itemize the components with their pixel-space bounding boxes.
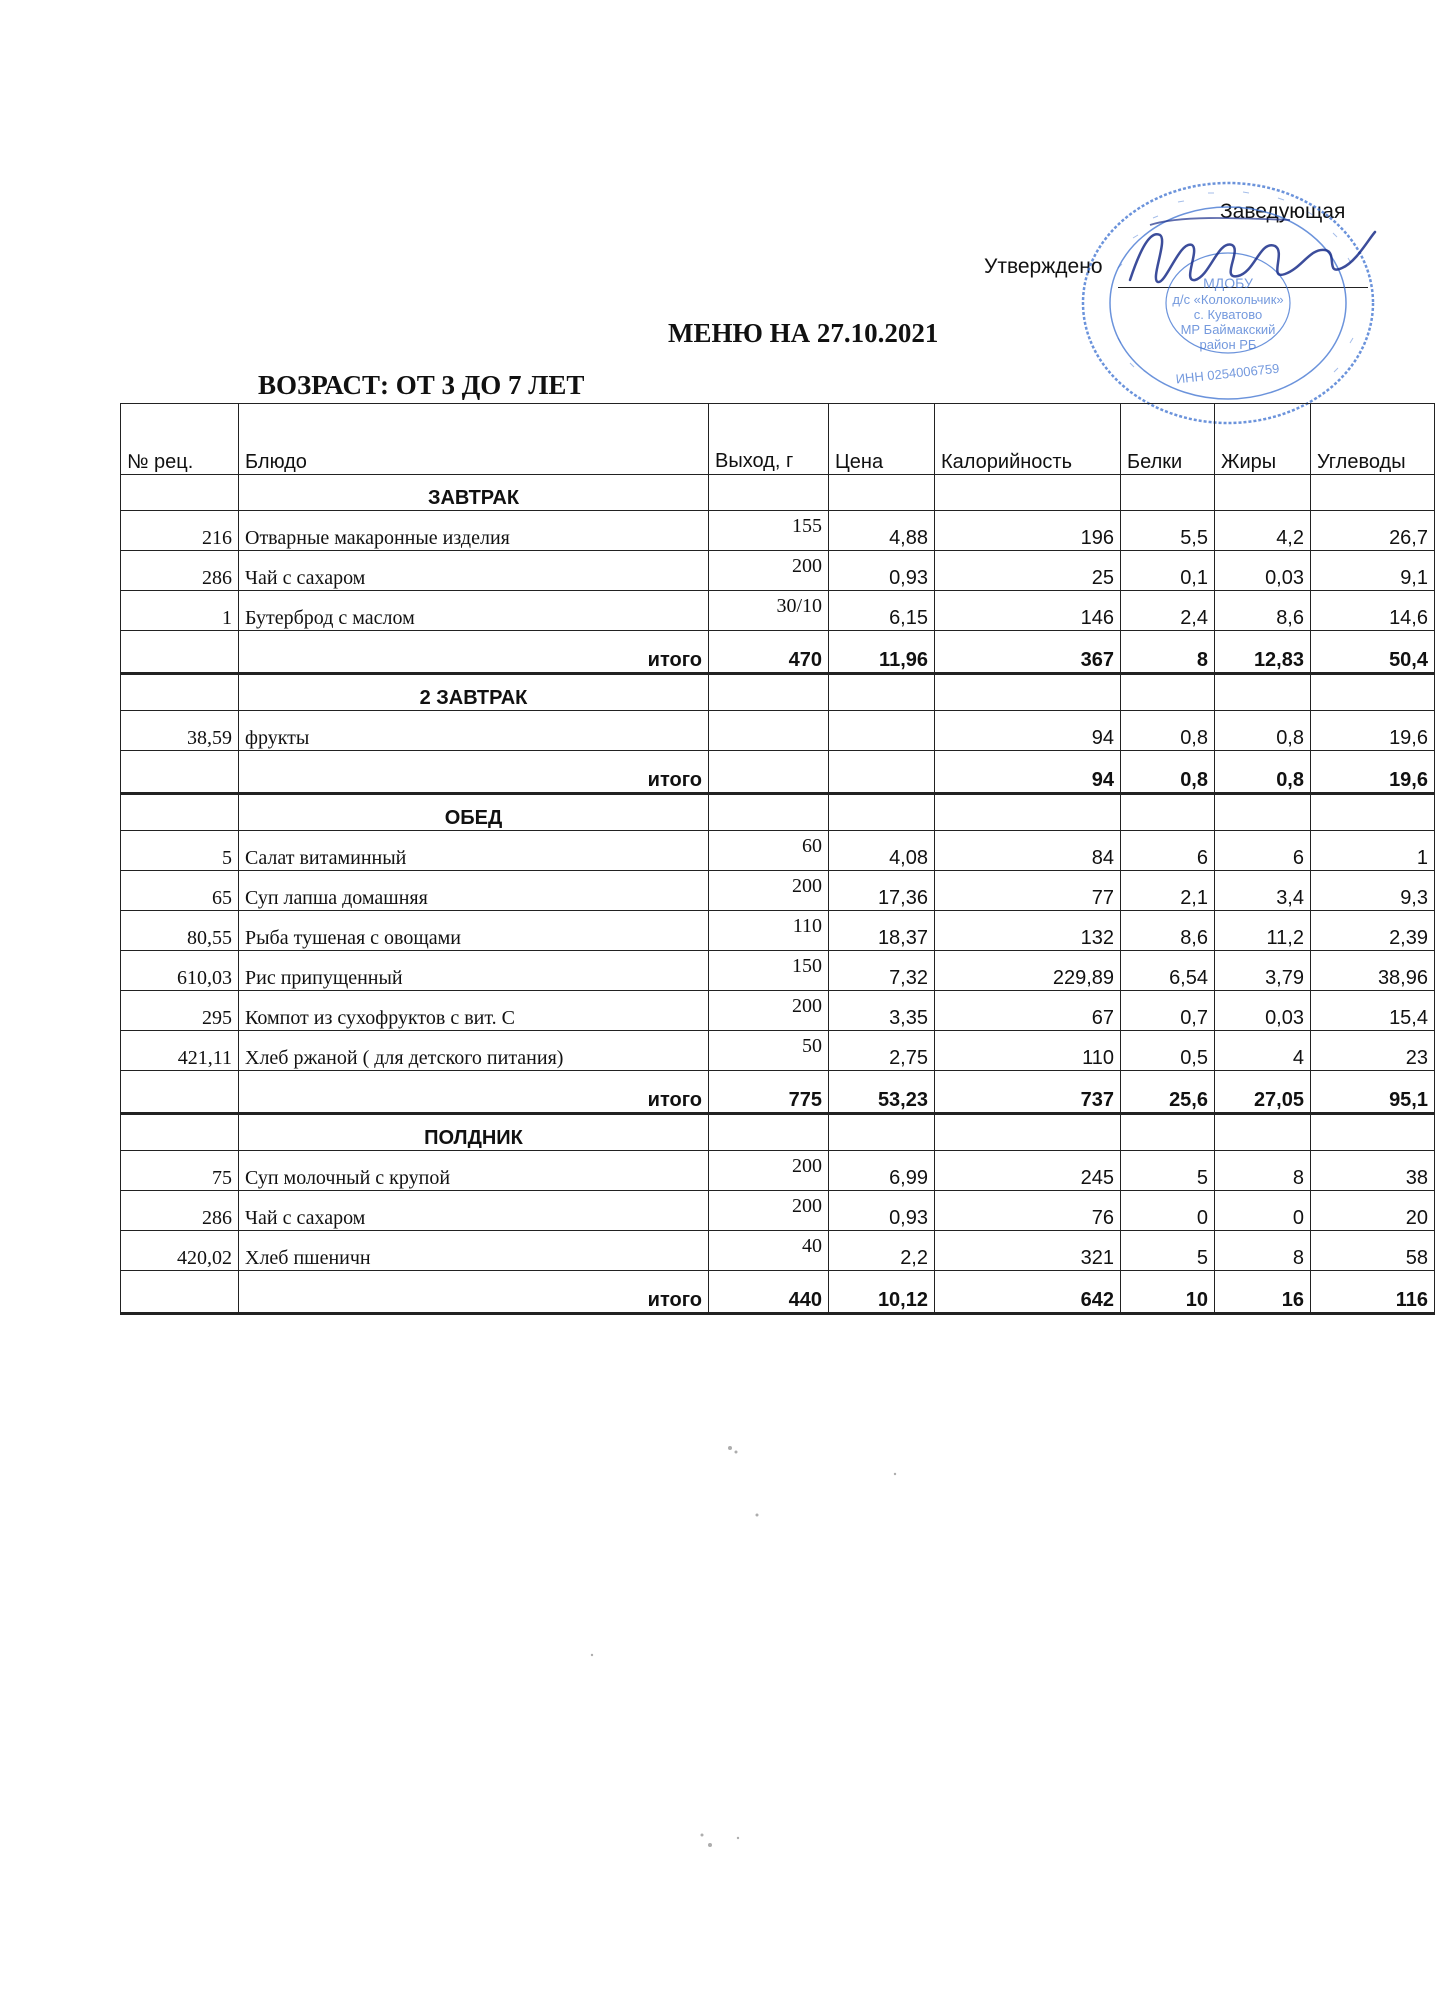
total-proteins: 10 [1121, 1271, 1215, 1314]
dish-name: Чай с сахаром [239, 551, 709, 591]
empty-cell [121, 751, 239, 794]
total-price [829, 751, 935, 794]
empty-cell [935, 794, 1121, 831]
yield-value: 150 [709, 951, 829, 991]
total-label: итого [239, 751, 709, 794]
calories-value: 67 [935, 991, 1121, 1031]
fats-value: 3,79 [1215, 951, 1311, 991]
empty-cell [709, 475, 829, 511]
calories-value: 84 [935, 831, 1121, 871]
proteins-value: 5,5 [1121, 511, 1215, 551]
total-proteins: 8 [1121, 631, 1215, 674]
yield-value: 60 [709, 831, 829, 871]
table-row [121, 1031, 1435, 1071]
svg-text:район РБ: район РБ [1199, 337, 1257, 352]
table-header-row [121, 404, 1435, 475]
empty-cell [1215, 475, 1311, 511]
total-fats: 12,83 [1215, 631, 1311, 674]
section-row [121, 1114, 1435, 1151]
yield-value: 30/10 [709, 591, 829, 631]
price-value: 0,93 [829, 1191, 935, 1231]
approval-label: Утверждено [984, 255, 1103, 278]
recipe-number: 421,11 [121, 1031, 239, 1071]
svg-text:ИНН 0254006759: ИНН 0254006759 [1175, 360, 1281, 387]
svg-text:с. Куватово: с. Куватово [1193, 307, 1263, 322]
calories-value: 77 [935, 871, 1121, 911]
fats-value: 6 [1215, 831, 1311, 871]
price-value: 4,08 [829, 831, 935, 871]
carbs-value: 2,39 [1311, 911, 1435, 951]
yield-value: 200 [709, 551, 829, 591]
empty-cell [1311, 1114, 1435, 1151]
calories-value: 196 [935, 511, 1121, 551]
dish-name: Чай с сахаром [239, 1191, 709, 1231]
empty-cell [1121, 674, 1215, 711]
menu-table-body [121, 475, 1435, 1314]
empty-cell [121, 1071, 239, 1114]
total-calories: 737 [935, 1071, 1121, 1114]
recipe-number: 610,03 [121, 951, 239, 991]
empty-cell [709, 674, 829, 711]
empty-cell [1121, 1114, 1215, 1151]
total-yield [709, 751, 829, 794]
fats-value: 0 [1215, 1191, 1311, 1231]
recipe-number: 75 [121, 1151, 239, 1191]
fats-value: 0,8 [1215, 711, 1311, 751]
proteins-value: 5 [1121, 1231, 1215, 1271]
svg-text:МР Баймакский: МР Баймакский [1180, 322, 1276, 337]
empty-cell [1215, 794, 1311, 831]
total-calories: 94 [935, 751, 1121, 794]
carbs-value: 14,6 [1311, 591, 1435, 631]
proteins-value: 6,54 [1121, 951, 1215, 991]
col-header-calories: Калорийность [935, 404, 1121, 475]
dish-name: Отварные макаронные изделия [239, 511, 709, 551]
table-row [121, 591, 1435, 631]
total-proteins: 0,8 [1121, 751, 1215, 794]
yield-value [709, 711, 829, 751]
fats-value: 4,2 [1215, 511, 1311, 551]
carbs-value: 9,1 [1311, 551, 1435, 591]
empty-cell [121, 475, 239, 511]
dish-name: Салат витаминный [239, 831, 709, 871]
price-value [829, 711, 935, 751]
table-row [121, 831, 1435, 871]
fats-value: 4 [1215, 1031, 1311, 1071]
proteins-value: 6 [1121, 831, 1215, 871]
yield-value: 50 [709, 1031, 829, 1071]
dish-name: Рыба тушеная с овощами [239, 911, 709, 951]
fats-value: 8 [1215, 1231, 1311, 1271]
yield-value: 40 [709, 1231, 829, 1271]
proteins-value: 0,1 [1121, 551, 1215, 591]
dish-name: Хлеб ржаной ( для детского питания) [239, 1031, 709, 1071]
calories-value: 146 [935, 591, 1121, 631]
recipe-number: 65 [121, 871, 239, 911]
empty-cell [935, 674, 1121, 711]
recipe-number: 216 [121, 511, 239, 551]
section-title: 2 ЗАВТРАК [239, 674, 709, 711]
empty-cell [709, 1114, 829, 1151]
fats-value: 8 [1215, 1151, 1311, 1191]
calories-value: 229,89 [935, 951, 1121, 991]
empty-cell [935, 1114, 1121, 1151]
price-value: 0,93 [829, 551, 935, 591]
total-fats: 27,05 [1215, 1071, 1311, 1114]
calories-value: 76 [935, 1191, 1121, 1231]
carbs-value: 1 [1311, 831, 1435, 871]
recipe-number: 286 [121, 1191, 239, 1231]
menu-title: МЕНЮ НА 27.10.2021 [668, 318, 939, 348]
price-value: 2,75 [829, 1031, 935, 1071]
yield-value: 110 [709, 911, 829, 951]
empty-cell [1215, 674, 1311, 711]
empty-cell [829, 475, 935, 511]
carbs-value: 20 [1311, 1191, 1435, 1231]
price-value: 17,36 [829, 871, 935, 911]
yield-value: 200 [709, 1191, 829, 1231]
empty-cell [709, 794, 829, 831]
section-row [121, 475, 1435, 511]
empty-cell [829, 674, 935, 711]
table-row [121, 911, 1435, 951]
fats-value: 3,4 [1215, 871, 1311, 911]
total-row [121, 1071, 1435, 1114]
total-label: итого [239, 1271, 709, 1314]
empty-cell [121, 794, 239, 831]
calories-value: 94 [935, 711, 1121, 751]
section-title: ЗАВТРАК [239, 475, 709, 511]
calories-value: 132 [935, 911, 1121, 951]
carbs-value: 38 [1311, 1151, 1435, 1191]
price-value: 7,32 [829, 951, 935, 991]
total-row [121, 1271, 1435, 1314]
empty-cell [1121, 794, 1215, 831]
total-fats: 16 [1215, 1271, 1311, 1314]
total-label: итого [239, 1071, 709, 1114]
yield-value: 200 [709, 871, 829, 911]
dish-name: Суп молочный с крупой [239, 1151, 709, 1191]
price-value: 6,99 [829, 1151, 935, 1191]
proteins-value: 2,1 [1121, 871, 1215, 911]
total-carbs: 19,6 [1311, 751, 1435, 794]
empty-cell [1311, 475, 1435, 511]
calories-value: 110 [935, 1031, 1121, 1071]
table-row [121, 951, 1435, 991]
proteins-value: 0,8 [1121, 711, 1215, 751]
age-group: ВОЗРАСТ: ОТ 3 ДО 7 ЛЕТ [258, 370, 585, 400]
price-value: 18,37 [829, 911, 935, 951]
empty-cell [829, 1114, 935, 1151]
total-yield: 440 [709, 1271, 829, 1314]
calories-value: 25 [935, 551, 1121, 591]
total-calories: 642 [935, 1271, 1121, 1314]
table-row [121, 711, 1435, 751]
col-header-carbs: Углеводы [1311, 404, 1435, 475]
carbs-value: 15,4 [1311, 991, 1435, 1031]
proteins-value: 0 [1121, 1191, 1215, 1231]
proteins-value: 0,7 [1121, 991, 1215, 1031]
carbs-value: 9,3 [1311, 871, 1435, 911]
svg-text:д/с «Колокольчик»: д/с «Колокольчик» [1172, 292, 1284, 307]
yield-value: 155 [709, 511, 829, 551]
col-header-recipe-number: № рец. [121, 404, 239, 475]
carbs-value: 19,6 [1311, 711, 1435, 751]
total-carbs: 116 [1311, 1271, 1435, 1314]
handwritten-signature [1120, 210, 1380, 300]
total-fats: 0,8 [1215, 751, 1311, 794]
price-value: 6,15 [829, 591, 935, 631]
section-row [121, 674, 1435, 711]
recipe-number: 1 [121, 591, 239, 631]
fats-value: 11,2 [1215, 911, 1311, 951]
proteins-value: 5 [1121, 1151, 1215, 1191]
empty-cell [1215, 1114, 1311, 1151]
carbs-value: 26,7 [1311, 511, 1435, 551]
price-value: 2,2 [829, 1231, 935, 1271]
price-value: 3,35 [829, 991, 935, 1031]
empty-cell [121, 674, 239, 711]
calories-value: 245 [935, 1151, 1121, 1191]
recipe-number: 38,59 [121, 711, 239, 751]
carbs-value: 58 [1311, 1231, 1435, 1271]
empty-cell [121, 1271, 239, 1314]
empty-cell [935, 475, 1121, 511]
col-header-yield: Выход, г [709, 404, 829, 475]
dish-name: Суп лапша домашняя [239, 871, 709, 911]
recipe-number: 420,02 [121, 1231, 239, 1271]
table-row [121, 1191, 1435, 1231]
total-calories: 367 [935, 631, 1121, 674]
carbs-value: 23 [1311, 1031, 1435, 1071]
recipe-number: 5 [121, 831, 239, 871]
dish-name: Бутерброд с маслом [239, 591, 709, 631]
carbs-value: 38,96 [1311, 951, 1435, 991]
empty-cell [1311, 794, 1435, 831]
total-carbs: 95,1 [1311, 1071, 1435, 1114]
total-row [121, 631, 1435, 674]
total-proteins: 25,6 [1121, 1071, 1215, 1114]
empty-cell [121, 1114, 239, 1151]
proteins-value: 2,4 [1121, 591, 1215, 631]
dish-name: Компот из сухофруктов с вит. С [239, 991, 709, 1031]
total-row [121, 751, 1435, 794]
yield-value: 200 [709, 991, 829, 1031]
empty-cell [121, 631, 239, 674]
price-value: 4,88 [829, 511, 935, 551]
total-price: 10,12 [829, 1271, 935, 1314]
recipe-number: 286 [121, 551, 239, 591]
fats-value: 0,03 [1215, 991, 1311, 1031]
total-price: 11,96 [829, 631, 935, 674]
total-price: 53,23 [829, 1071, 935, 1114]
proteins-value: 8,6 [1121, 911, 1215, 951]
table-row [121, 871, 1435, 911]
recipe-number: 80,55 [121, 911, 239, 951]
section-title: ОБЕД [239, 794, 709, 831]
yield-value: 200 [709, 1151, 829, 1191]
total-yield: 470 [709, 631, 829, 674]
empty-cell [1121, 475, 1215, 511]
table-row [121, 1151, 1435, 1191]
table-row [121, 991, 1435, 1031]
fats-value: 8,6 [1215, 591, 1311, 631]
dish-name: фрукты [239, 711, 709, 751]
table-row [121, 551, 1435, 591]
empty-cell [829, 794, 935, 831]
col-header-dish: Блюдо [239, 404, 709, 475]
col-header-fats: Жиры [1215, 404, 1311, 475]
proteins-value: 0,5 [1121, 1031, 1215, 1071]
total-yield: 775 [709, 1071, 829, 1114]
empty-cell [1311, 674, 1435, 711]
table-row [121, 511, 1435, 551]
calories-value: 321 [935, 1231, 1121, 1271]
col-header-price: Цена [829, 404, 935, 475]
dish-name: Хлеб пшеничн [239, 1231, 709, 1271]
total-carbs: 50,4 [1311, 631, 1435, 674]
menu-table [120, 403, 1435, 1315]
dish-name: Рис припущенный [239, 951, 709, 991]
section-title: ПОЛДНИК [239, 1114, 709, 1151]
col-header-proteins: Белки [1121, 404, 1215, 475]
approval-role: Заведующая [1220, 200, 1346, 223]
fats-value: 0,03 [1215, 551, 1311, 591]
total-label: итого [239, 631, 709, 674]
section-row [121, 794, 1435, 831]
svg-text:МДОБУ: МДОБУ [1203, 275, 1253, 291]
recipe-number: 295 [121, 991, 239, 1031]
table-row [121, 1231, 1435, 1271]
